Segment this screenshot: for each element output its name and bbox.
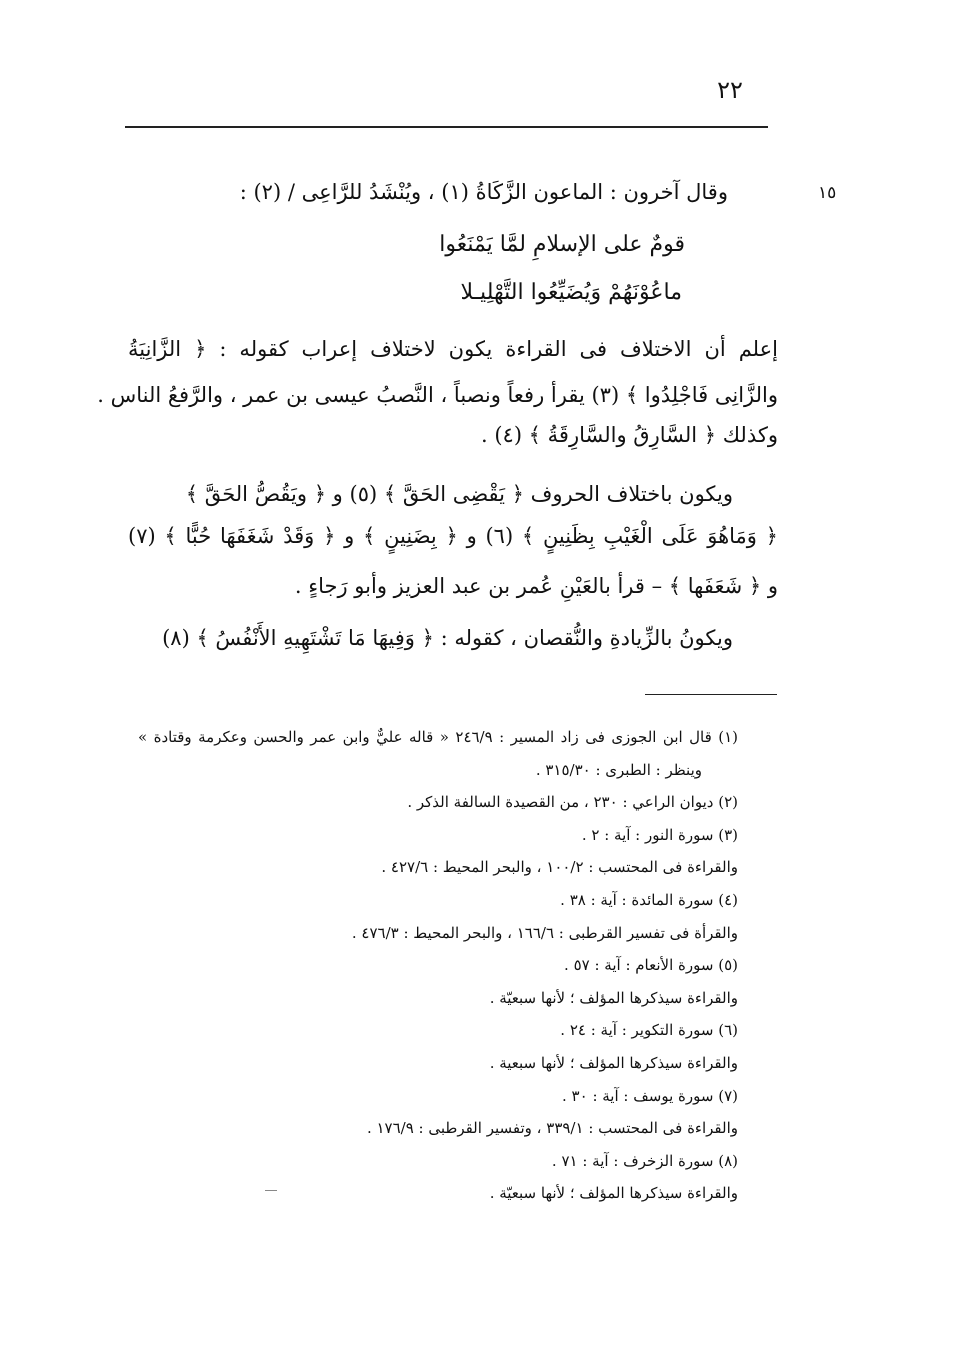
verse-line-1: قومٌ على الإسلامِ لمَّا يَمْنَعُوا <box>439 232 685 257</box>
line-marker: ١٥ <box>818 183 837 203</box>
para1-line-3: وكذلك ﴿ السَّارِقُ والسَّارِقَةُ ﴾ (٤) . <box>480 423 778 447</box>
footnote-7: (٧) سورة يوسف : آية : ٣٠ . <box>562 1086 738 1105</box>
footnote-4: (٤) سورة المائدة : آية : ٣٨ . <box>560 890 738 909</box>
footnote-4-cont: والقرأة فى تفسير القرطبى : ١٦٦/٦ ، والبحر المحيط : ٤٧٦/٣ . <box>351 923 738 942</box>
footnote-2: (٢) ديوان الراعي : ٢٣٠ ، من القصيدة السالفة الذكر . <box>407 793 738 812</box>
stray-mark <box>265 1190 277 1191</box>
footnote-7-cont: والقراءة فى المحتسب : ٣٣٩/١ ، وتفسير القرطبى : ١٧٦/٩ . <box>366 1119 738 1138</box>
para2-line-3: و ﴿ شَعَفَها ﴾ – قرأ بالعَيْنِ عُمر بن عبد العزيز وأبو رَجاءٍ . <box>294 574 778 598</box>
footnote-rule <box>645 694 777 695</box>
para1-line-2: والزَّانِى فَاجْلِدُوا ﴾ (٣) يقرأ رفعاً ونصباً ، النَّصبُ عيسى بن عمر ، والرَّفعُ الناس . <box>97 383 778 407</box>
footnotes <box>138 728 738 1217</box>
para1-line-1: إعلم أن الاختلاف فى القراءة يكون لاختلاف إعراب كقوله : ﴿ الزَّانِيَةُ <box>128 337 778 361</box>
para3-line-1: ويكونُ بالزِّيادةِ والنُّقصان ، كقوله : ﴿ وَفِيهَا مَا تَشْتَهِيهِ الأَنْفُسُ ﴾ (٨) <box>162 626 733 650</box>
top-rule <box>125 126 768 128</box>
footnote-1-cont: وينظر : الطبرى : ٣١٥/٣٠ . <box>535 760 702 779</box>
footnote-3-cont: والقراءة فى المحتسب : ١٠٠/٢ ، والبحر المحيط : ٤٢٧/٦ . <box>381 858 738 877</box>
footnote-6: (٦) سورة التكوير : آية : ٢٤ . <box>560 1021 738 1040</box>
footnote-6-cont: والقراءة سيذكرها المؤلف ؛ لأنها سبعية . <box>489 1053 738 1072</box>
footnote-5: (٥) سورة الأنعام : آية : ٥٧ . <box>564 956 738 975</box>
verse-line-2: ماعُوْنَهُمْ وَيُضَيِّعُوا التَّهْلِيـلا <box>460 280 682 305</box>
para2-line-2: ﴿ وَمَاهُوَ عَلَى الْغَيْبِ بِظَنِينٍ ﴾ (٦) و ﴿ بِضَنِينٍ ﴾ و ﴿ وَقَدْ شَغَفَهَا حُبًّا ﴾ (٧) <box>128 524 778 548</box>
page-number: ٢٢ <box>717 76 743 104</box>
footnote-8-cont: والقراءة سيذكرها المؤلف ؛ لأنها سبعيّة . <box>489 1184 738 1203</box>
footnote-3: (٣) سورة النور : آية : ٢ . <box>581 825 738 844</box>
footnote-8: (٨) سورة الزخرف : آية : ٧١ . <box>551 1151 738 1170</box>
footnote-5-cont: والقراءة سيذكرها المؤلف ؛ لأنها سبعيّة . <box>489 988 738 1007</box>
footnote-1: (١) قال ابن الجوزى فى زاد المسير : ٢٤٦/٩ « قاله عليٌّ وابن عمر والحسن وعكرمة وقتادة » <box>138 728 738 746</box>
body-line-1: وقال آخرون : الماعون الزَّكَاةُ (١) ، ويُنْشَدُ للرَّاعِى / (٢) : <box>239 180 728 204</box>
para2-line-1: ويكون باختلاف الحروف ﴿ يَقْضِى الحَقَّ ﴾ (٥) و ﴿ ويَقُصُّ الحَقَّ ﴾ <box>185 482 733 506</box>
